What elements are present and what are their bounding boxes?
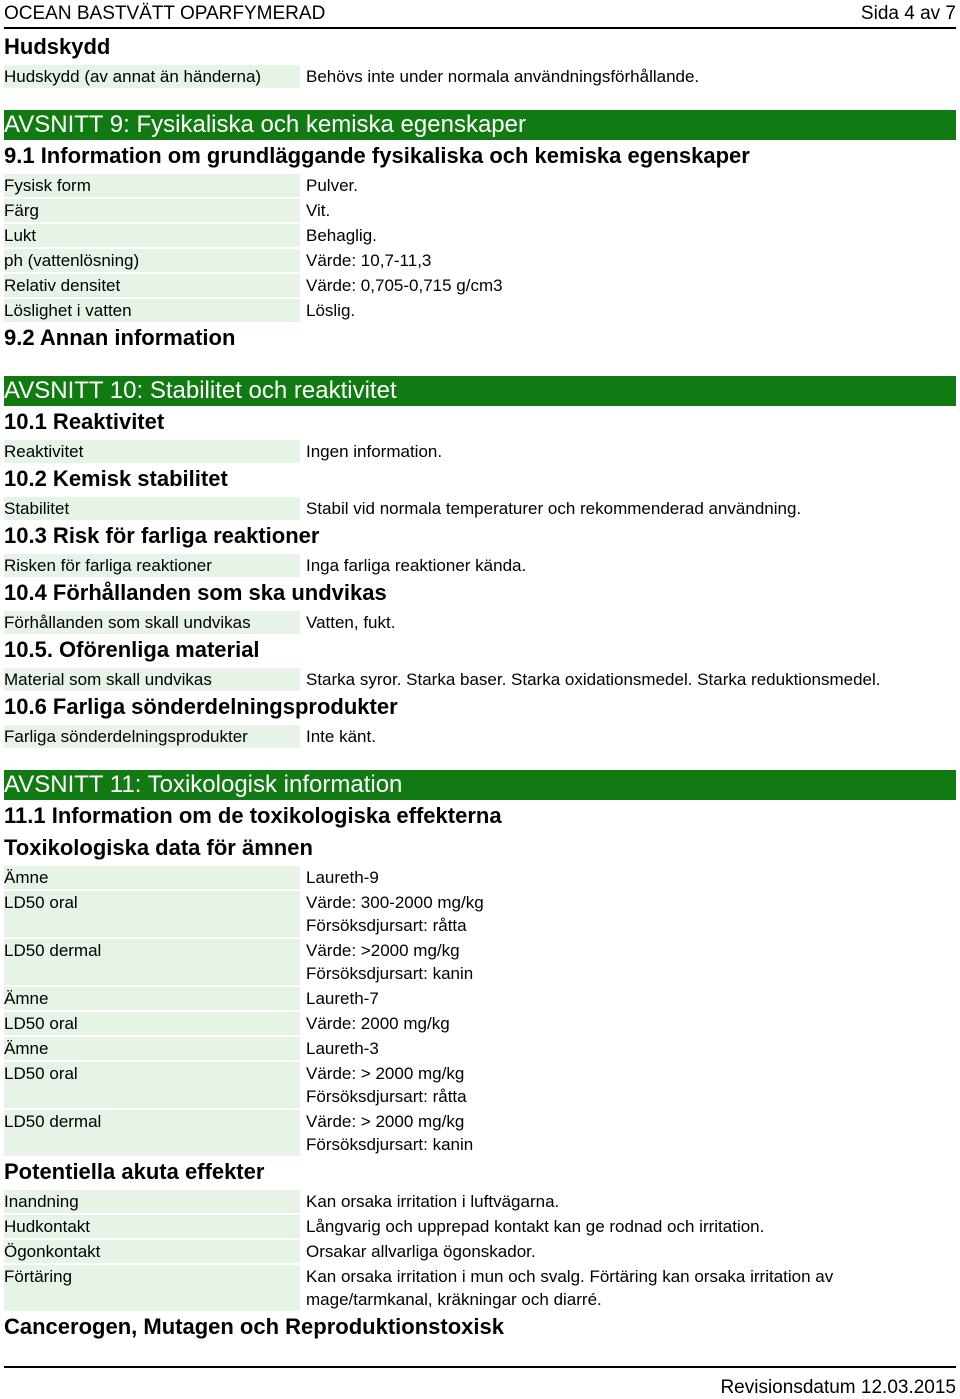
skin-protection-heading: Hudskydd	[4, 34, 111, 59]
data-row	[4, 725, 956, 748]
subsection-9-1: 9.1 Information om grundläggande fysikaliska och kemiska egenskaper	[4, 143, 750, 168]
row-value: Vit.	[306, 201, 331, 220]
row-key: Ämne	[4, 866, 300, 889]
tox-row	[4, 1037, 956, 1060]
row-key: LD50 dermal	[4, 1110, 300, 1156]
row-key: LD50 oral	[4, 1062, 300, 1108]
tox-row	[4, 891, 956, 937]
row-value: Värde: > 2000 mg/kg Försöksdjursart: kanin	[306, 1112, 474, 1154]
data-row	[4, 668, 956, 691]
row-key: Hudskydd (av annat än händerna)	[4, 65, 300, 88]
data-row	[4, 174, 956, 197]
company-name: OCEAN BASTVÄTT OPARFYMERAD	[4, 3, 326, 24]
row-key: Hudkontakt	[4, 1215, 300, 1238]
data-row	[4, 274, 956, 297]
subsection-10-3: 10.3 Risk för farliga reaktioner	[4, 523, 320, 548]
row-value: Inte känt.	[306, 727, 376, 746]
tox-row	[4, 939, 956, 985]
data-row	[4, 440, 956, 463]
row-key: Farliga sönderdelningsprodukter	[4, 725, 300, 748]
row-key: Material som skall undvikas	[4, 668, 300, 691]
row-key: Förtäring	[4, 1265, 300, 1311]
tox-data-heading: Toxikologiska data för ämnen	[4, 835, 313, 860]
effect-row	[4, 1265, 956, 1311]
subsection-11-1: 11.1 Information om de toxikologiska effekterna	[4, 803, 502, 828]
row-value: Värde: 300-2000 mg/kg Försöksdjursart: råtta	[306, 893, 484, 935]
row-value: Pulver.	[306, 176, 358, 195]
tox-row	[4, 1110, 956, 1156]
tox-row	[4, 1012, 956, 1035]
row-value: Orsakar allvarliga ögonskador.	[306, 1242, 536, 1261]
row-key: Ämne	[4, 987, 300, 1010]
row-value: Vatten, fukt.	[306, 613, 396, 632]
data-row	[4, 299, 956, 322]
revision-date: Revisionsdatum 12.03.2015	[720, 1377, 956, 1398]
row-value: Värde: > 2000 mg/kg Försöksdjursart: råtta	[306, 1064, 467, 1106]
row-key: Ämne	[4, 1037, 300, 1060]
row-value: Inga farliga reaktioner kända.	[306, 556, 527, 575]
row-key: Lukt	[4, 224, 300, 247]
subsection-10-4: 10.4 Förhållanden som ska undvikas	[4, 580, 387, 605]
row-value: Kan orsaka irritation i mun och svalg. Förtäring kan orsaka irritation av mage/tarmkanal, kräkningar och diarré.	[306, 1267, 834, 1309]
data-row	[4, 65, 956, 88]
page-header	[4, 3, 956, 29]
subsection-9-2: 9.2 Annan information	[4, 325, 236, 350]
row-value: Värde: 0,705-0,715 g/cm3	[306, 276, 503, 295]
tox-row	[4, 1062, 956, 1108]
cmr-heading: Cancerogen, Mutagen och Reproduktionstoxisk	[4, 1314, 504, 1339]
row-value: Ingen information.	[306, 442, 443, 461]
row-key: Ögonkontakt	[4, 1240, 300, 1263]
row-key: Löslighet i vatten	[4, 299, 300, 322]
row-key: Förhållanden som skall undvikas	[4, 611, 300, 634]
data-row	[4, 199, 956, 222]
subsection-10-1: 10.1 Reaktivitet	[4, 409, 165, 434]
row-value: Värde: 10,7-11,3	[306, 251, 432, 270]
row-value: Laureth-7	[306, 989, 379, 1008]
section-11-heading: AVSNITT 11: Toxikologisk information	[4, 770, 956, 800]
section-10-heading: AVSNITT 10: Stabilitet och reaktivitet	[4, 376, 956, 406]
row-value: Värde: 2000 mg/kg	[306, 1014, 450, 1033]
data-row	[4, 554, 956, 577]
row-value: Laureth-3	[306, 1039, 379, 1058]
row-value: Starka syror. Starka baser. Starka oxidationsmedel. Starka reduktionsmedel.	[306, 670, 881, 689]
page-number: Sida 4 av 7	[860, 3, 956, 24]
row-key: Relativ densitet	[4, 274, 300, 297]
row-key: Färg	[4, 199, 300, 222]
row-value: Behövs inte under normala användningsförhållande.	[306, 67, 700, 86]
effect-row	[4, 1215, 956, 1238]
subsection-10-2: 10.2 Kemisk stabilitet	[4, 466, 228, 491]
data-row	[4, 224, 956, 247]
subsection-10-5: 10.5. Oförenliga material	[4, 637, 260, 662]
row-value: Löslig.	[306, 301, 356, 320]
row-value: Behaglig.	[306, 226, 377, 245]
data-row	[4, 611, 956, 634]
row-key: Risken för farliga reaktioner	[4, 554, 300, 577]
section-9-heading: AVSNITT 9: Fysikaliska och kemiska egenskaper	[4, 110, 956, 140]
row-key: LD50 oral	[4, 891, 300, 937]
row-key: LD50 oral	[4, 1012, 300, 1035]
data-row	[4, 249, 956, 272]
effect-row	[4, 1240, 956, 1263]
row-value: Värde: >2000 mg/kg Försöksdjursart: kanin	[306, 941, 474, 983]
row-value: Laureth-9	[306, 868, 379, 887]
page-footer	[4, 1366, 956, 1398]
row-key: Reaktivitet	[4, 440, 300, 463]
row-key: Stabilitet	[4, 497, 300, 520]
acute-effects-heading: Potentiella akuta effekter	[4, 1159, 265, 1184]
row-value: Stabil vid normala temperaturer och rekommenderad användning.	[306, 499, 802, 518]
row-key: Inandning	[4, 1190, 300, 1213]
row-key: ph (vattenlösning)	[4, 249, 300, 272]
tox-row	[4, 987, 956, 1010]
tox-row	[4, 866, 956, 889]
row-key: LD50 dermal	[4, 939, 300, 985]
subsection-10-6: 10.6 Farliga sönderdelningsprodukter	[4, 694, 398, 719]
row-value: Kan orsaka irritation i luftvägarna.	[306, 1192, 560, 1211]
effect-row	[4, 1190, 956, 1213]
document-body	[4, 31, 956, 1343]
data-row	[4, 497, 956, 520]
row-key: Fysisk form	[4, 174, 300, 197]
row-value: Långvarig och upprepad kontakt kan ge rodnad och irritation.	[306, 1217, 765, 1236]
